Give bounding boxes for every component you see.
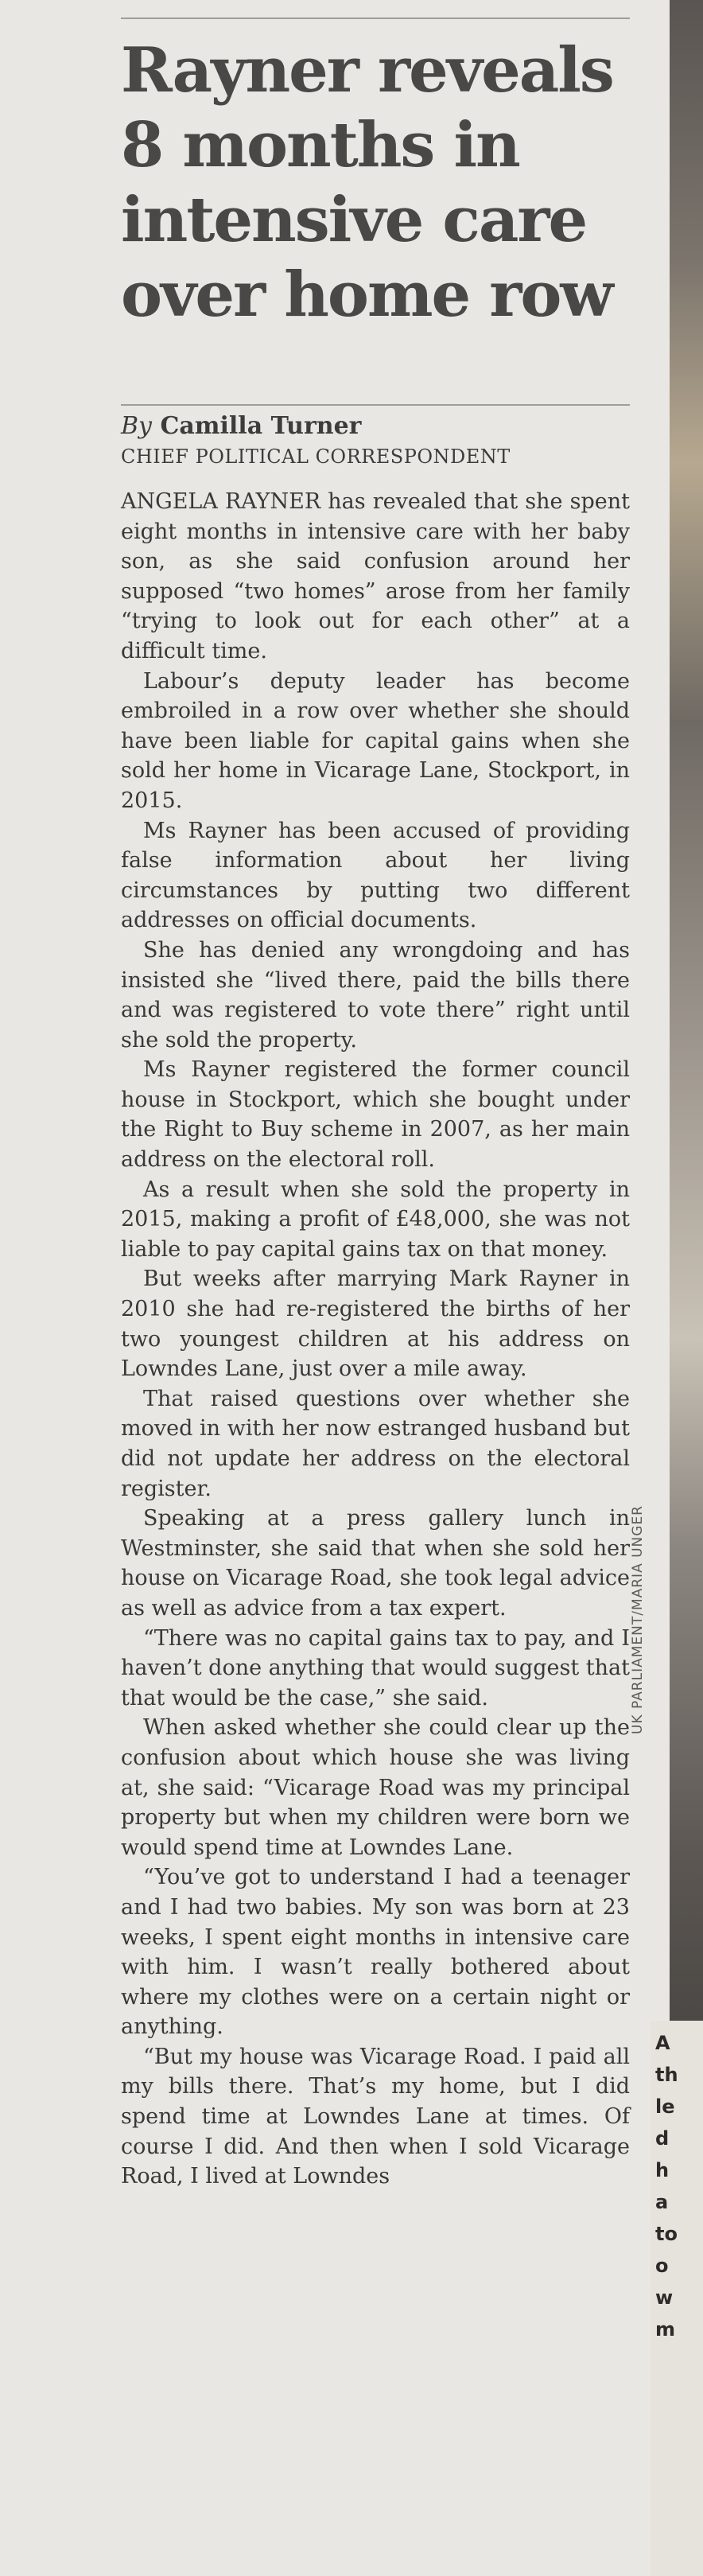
- top-rule: [121, 18, 630, 19]
- article-paragraph: “You’ve got to understand I had a teenager and I had two babies. My son was born at 23 weeks, I spent eight months in intensive care with him. I wasn’t really bothered about where my clothes were on a certain night or anything.: [121, 1865, 630, 2040]
- article-paragraph: Labour’s deputy leader has become embroiled in a row over whether she should have been liable for capital gains when she sold her home in Vicarage Lane, Stockport, in 2015.: [121, 668, 630, 813]
- adjacent-column-text: A: [655, 2032, 670, 2054]
- adjacent-column-text: a: [655, 2191, 669, 2213]
- byline-by: By: [121, 412, 152, 440]
- article-paragraph: “But my house was Vicarage Road. I paid all my bills there. That’s my home, but I did spend time at Lowndes Lane at times. Of course I did. And then when I sold Vicarage Road, I lived at Lowndes: [121, 2044, 630, 2189]
- article-paragraph: As a result when she sold the property in 2015, making a profit of £48,000, she was not liable to pay capital gains tax on that money.: [121, 1177, 630, 1262]
- article-paragraph: Ms Rayner registered the former council house in Stockport, which she bought under the Right to Buy scheme in 2007, as her main address on the electoral roll.: [121, 1057, 630, 1173]
- article-paragraph: Ms Rayner has been accused of providing false information about her living circumstances by putting two different addresses on official documents.: [121, 818, 630, 933]
- article-paragraph: ANGELA RAYNER has revealed that she spent eight months in intensive care with her baby son, as she said confusion around her supposed “two homes” arose from her family “trying to look out for each other” at a difficult time.: [121, 489, 630, 663]
- adjacent-column-text: to: [655, 2223, 678, 2245]
- article-paragraph: Speaking at a press gallery lunch in Westminster, she said that when she sold her house on Vicarage Road, she took legal advice as well as advice from a tax expert.: [121, 1506, 630, 1621]
- photo-credit: UK PARLIAMENT/MARIA UNGER: [630, 1505, 646, 1734]
- adjacent-column-text: o: [655, 2255, 669, 2277]
- adjacent-column-fragment: [651, 2021, 703, 2576]
- byline-rule: [121, 404, 630, 406]
- article-body: [121, 487, 630, 2192]
- adjacent-column-text: w: [655, 2286, 674, 2309]
- adjacent-column-text: d: [655, 2127, 670, 2150]
- adjacent-column-text: th: [655, 2064, 678, 2086]
- byline-role: CHIEF POLITICAL CORRESPONDENT: [121, 446, 511, 468]
- article-paragraph: “There was no capital gains tax to pay, and I haven’t done anything that would suggest that that would be the case,” she said.: [121, 1625, 630, 1710]
- adjacent-column-text: le: [655, 2095, 675, 2118]
- adjacent-column-text: m: [655, 2318, 676, 2341]
- byline-author: Camilla Turner: [160, 412, 362, 440]
- adjacent-column-text: h: [655, 2159, 670, 2181]
- headline: Rayner reveals 8 months in intensive care over home row: [121, 34, 613, 331]
- byline: [121, 412, 630, 440]
- article-paragraph: When asked whether she could clear up the confusion about which house she was living at, she said: “Vicarage Road was my principal property but when my children were born we would spend time at Lowndes Lane.: [121, 1715, 630, 1860]
- article-paragraph: That raised questions over whether she moved in with her now estranged husband but did not update her address on the electoral register.: [121, 1386, 630, 1501]
- article-paragraph: But weeks after marrying Mark Rayner in 2010 she had re-registered the births of her two youngest children at his address on Lowndes Lane, just over a mile away.: [121, 1267, 630, 1382]
- article-paragraph: She has denied any wrongdoing and has insisted she “lived there, paid the bills there and was registered to vote there” right until she sold the property.: [121, 937, 630, 1053]
